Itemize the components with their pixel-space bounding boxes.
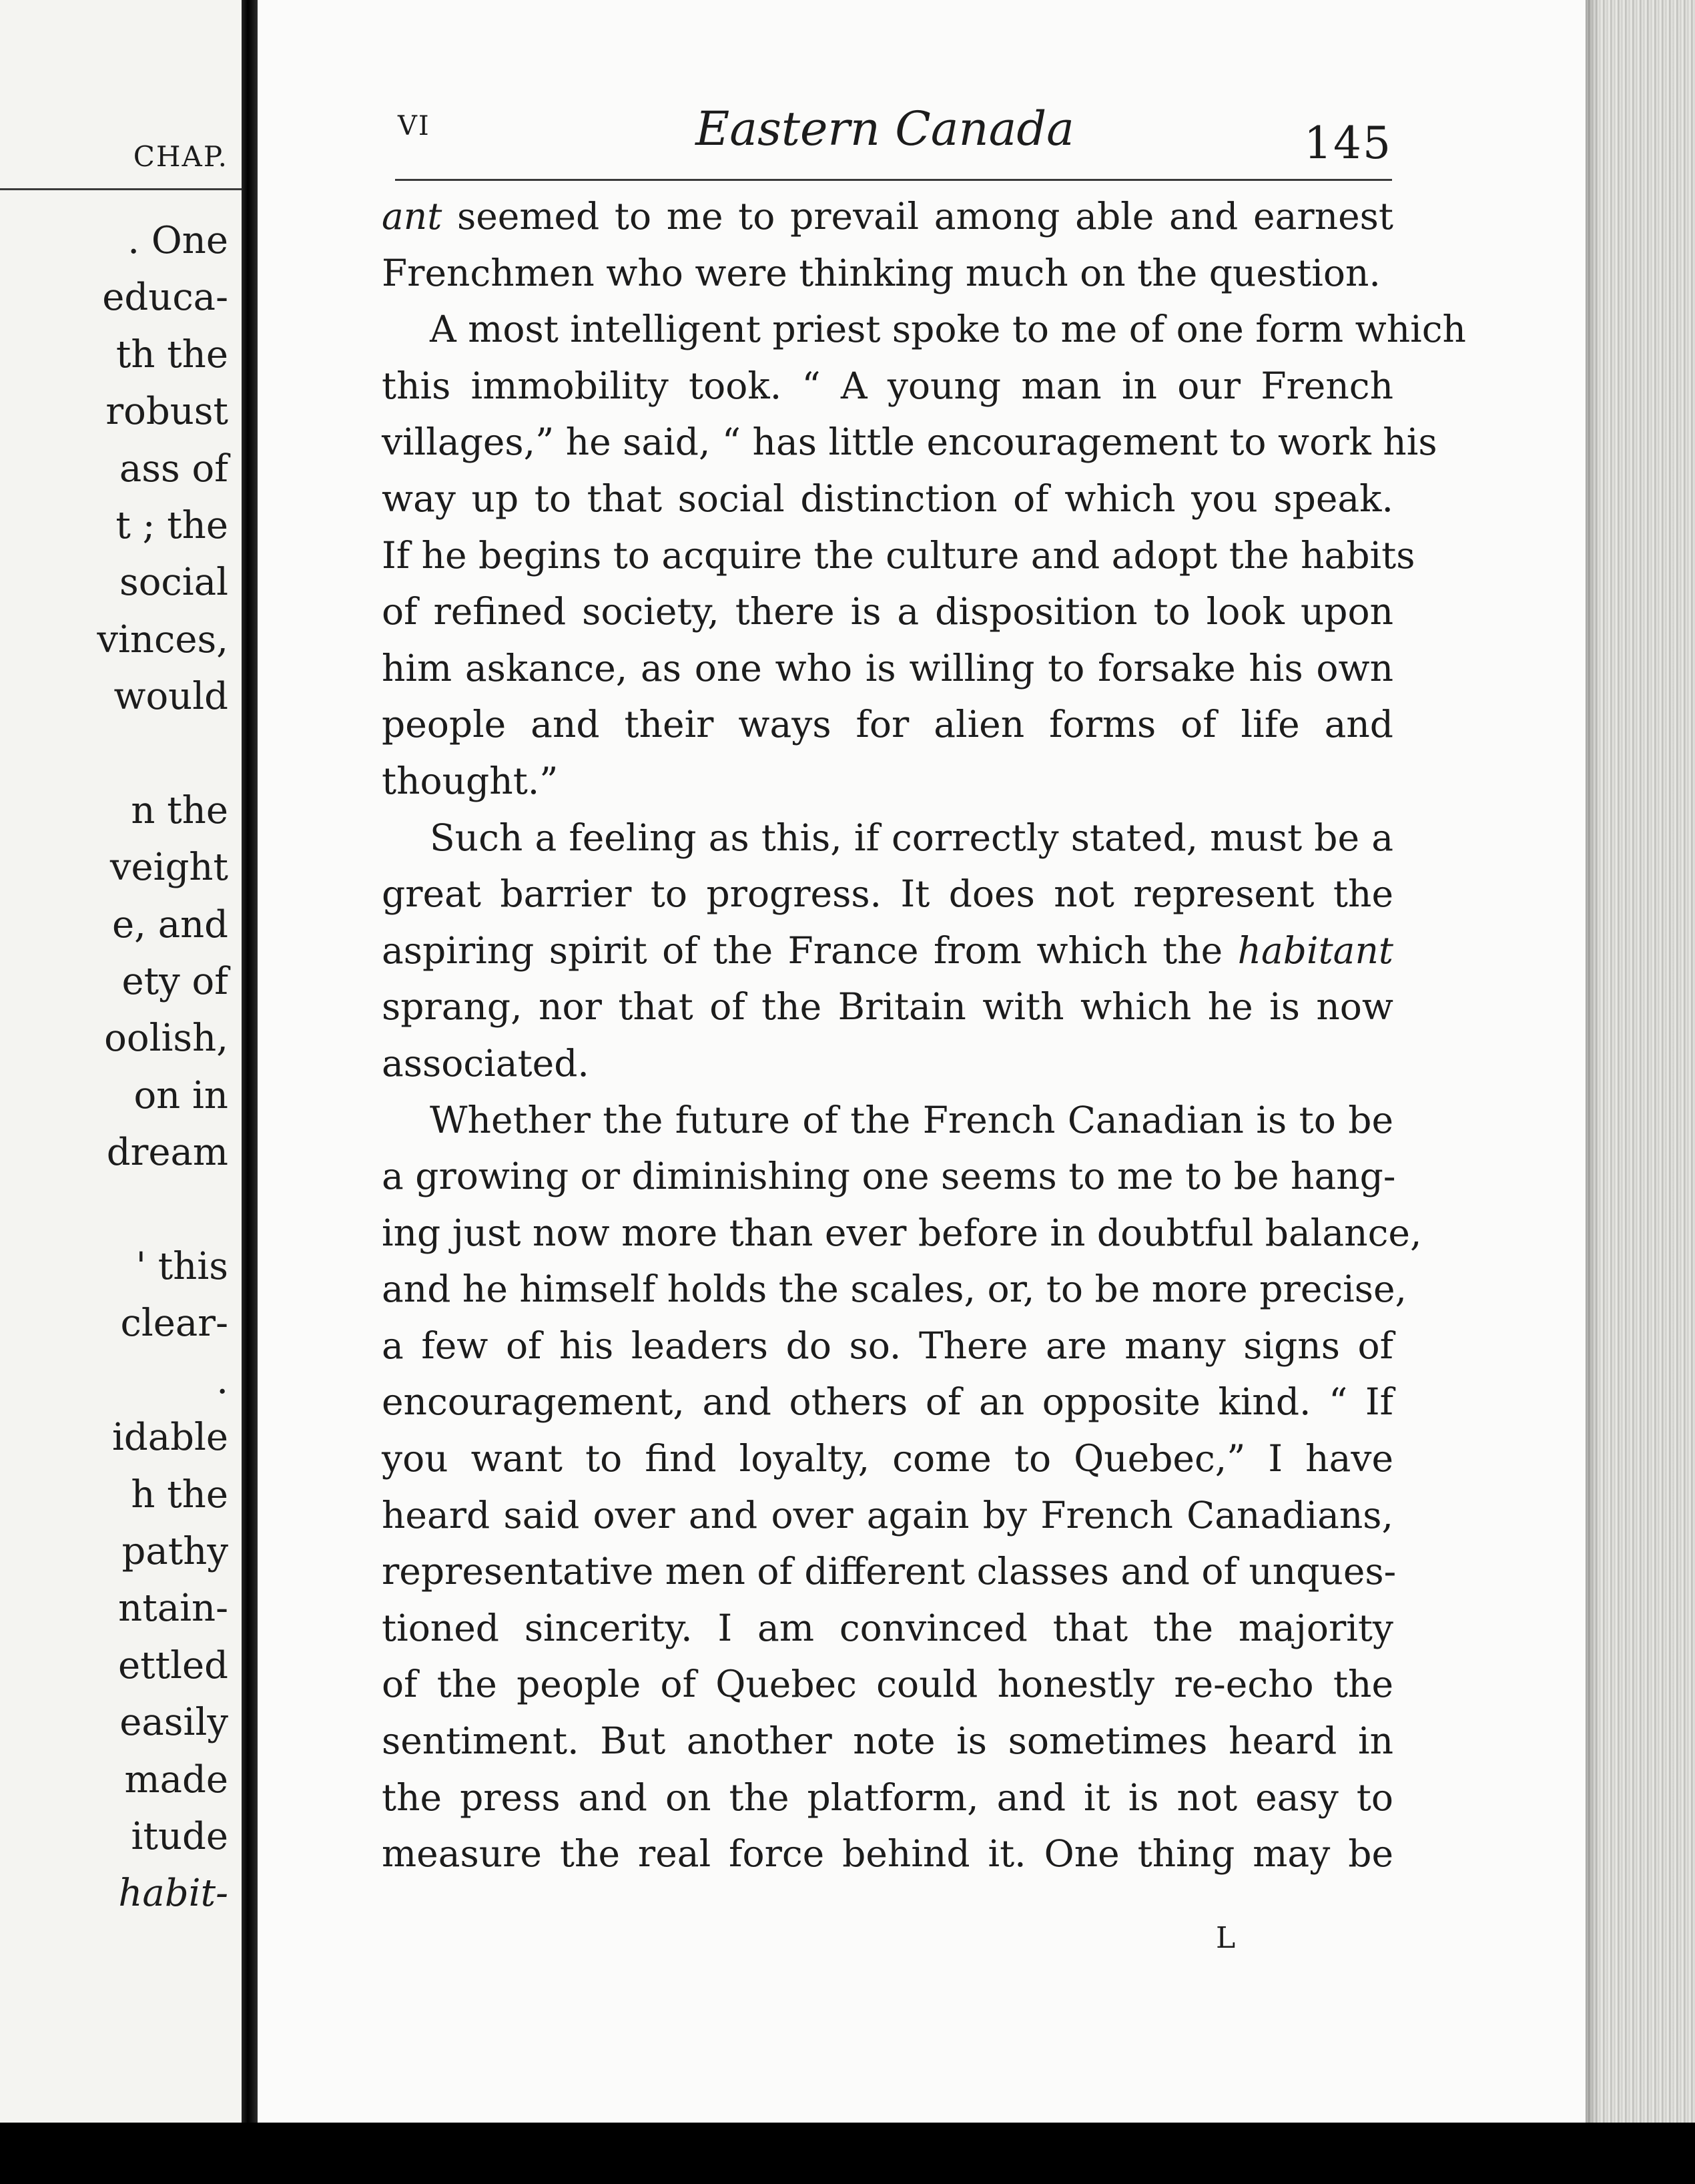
text-segment: way up to that social distinction of which you speak. [382, 477, 1393, 520]
text-segment: him askance, as one who is willing to forsake his own [382, 646, 1393, 690]
text-segment: you want to find loyalty, come to Quebec,” I have [382, 1437, 1393, 1480]
text-segment: heard said over and over again by French Canadians, [382, 1493, 1393, 1537]
scan-bottom-border [0, 2123, 1695, 2184]
facing-page-line: vinces, [97, 617, 228, 661]
text-line [382, 1035, 1393, 1092]
text-segment: tioned sincerity. I am convinced that the majority [382, 1606, 1393, 1649]
facing-page-line: th the [115, 332, 228, 376]
text-segment: A most intelligent priest spoke to me of one form which [430, 308, 1466, 351]
text-segment: ing just now more than ever before in doubtful balance, [382, 1211, 1422, 1254]
text-segment: of refined society, there is a disposition to look upon [382, 590, 1393, 633]
text-segment: associated. [382, 1041, 589, 1085]
text-line [382, 1656, 1393, 1713]
page-block-edge [1586, 0, 1695, 2184]
text-segment: this immobility took. “ A young man in our French [382, 364, 1393, 407]
text-line [382, 640, 1393, 697]
chapter-number: VI [398, 111, 430, 142]
text-segment: sentiment. But another note is sometimes heard in [382, 1719, 1393, 1763]
page-edge-shadow [1586, 0, 1599, 2184]
text-segment: If he begins to acquire the culture and adopt the habits [382, 533, 1415, 577]
text-segment: aspiring spirit of the France from which the [382, 928, 1238, 972]
facing-page-text [1, 212, 228, 1922]
text-segment: seemed to me to prevail among able and earnest [442, 195, 1393, 238]
text-segment: thought.” [382, 759, 559, 802]
text-line [382, 696, 1393, 753]
text-line [382, 922, 1393, 979]
body-text [382, 188, 1466, 1882]
facing-page-line: idable [111, 1416, 228, 1460]
facing-page-line: . [216, 1358, 228, 1402]
text-line [382, 1430, 1393, 1487]
facing-page-line: ' this [135, 1245, 228, 1289]
text-line [382, 866, 1393, 922]
italic-word: ant [382, 195, 442, 238]
facing-page-line: easily [119, 1701, 228, 1745]
facing-page-chapter-label: CHAP. [133, 140, 228, 173]
text-line [382, 358, 1393, 415]
text-segment: measure the real force behind it. One thing may be [382, 1832, 1393, 1876]
facing-page-line: e, and [111, 902, 228, 946]
facing-page-line: ettled [117, 1643, 228, 1687]
text-line [382, 527, 1415, 584]
text-segment: villages,” he said, “ has little encouragement to work his [382, 421, 1437, 464]
text-segment: representative men of different classes and of unques- [382, 1550, 1397, 1593]
text-line [382, 1543, 1397, 1600]
text-line [382, 1205, 1422, 1262]
facing-page-line: dream [106, 1131, 228, 1175]
text-line [382, 1092, 1393, 1149]
facing-page-line: veight [109, 846, 228, 890]
running-title: Eastern Canada [695, 101, 1074, 156]
text-segment: and he himself holds the scales, or, to be more precise, [382, 1268, 1407, 1311]
text-line [382, 1487, 1393, 1544]
text-line [382, 471, 1393, 527]
text-line [382, 1826, 1393, 1882]
text-line [382, 810, 1393, 866]
facing-page-line: social [119, 561, 228, 605]
facing-page-line: on in [133, 1073, 228, 1117]
text-segment: Whether the future of the French Canadian is to be [430, 1098, 1393, 1141]
book-page [258, 0, 1586, 2123]
text-segment: encouragement, and others of an opposite kind. “ If [382, 1380, 1393, 1424]
text-segment: of the people of Quebec could honestly re-echo the [382, 1663, 1393, 1706]
facing-page-header-rule [0, 188, 246, 190]
facing-page-fragment [0, 0, 246, 2123]
text-line [382, 1148, 1396, 1205]
facing-page-line: pathy [121, 1529, 228, 1573]
text-segment: Frenchmen who were thinking much on the question. [382, 251, 1381, 294]
facing-page-line: t ; the [115, 503, 228, 547]
text-line [382, 1600, 1393, 1657]
text-segment: the press and on the platform, and it is not easy to [382, 1776, 1393, 1819]
text-segment: a few of his leaders do so. There are many signs of [382, 1324, 1393, 1367]
text-line [382, 753, 1393, 810]
text-segment: sprang, nor that of the Britain with which he is now [382, 985, 1393, 1029]
italic-word: habitant [1237, 928, 1393, 972]
facing-page-line: made [124, 1757, 228, 1802]
text-line [382, 245, 1393, 302]
facing-page-line: educa- [102, 276, 228, 320]
facing-page-line [1, 1181, 228, 1238]
text-segment: great barrier to progress. It does not represent the [382, 872, 1393, 916]
text-line [382, 583, 1393, 640]
text-line [382, 414, 1437, 471]
facing-page-line: ntain- [118, 1587, 228, 1631]
facing-page-line: habit- [118, 1872, 228, 1916]
text-line [382, 301, 1466, 358]
facing-page-line: ass of [119, 447, 228, 491]
facing-page-line: ety of [121, 960, 228, 1004]
facing-page-line: itude [131, 1814, 228, 1858]
text-line [382, 979, 1393, 1035]
facing-page-line [1, 726, 228, 782]
facing-page-line: robust [105, 390, 228, 434]
text-line [382, 1769, 1393, 1826]
text-line [382, 1713, 1393, 1769]
facing-page-line: h the [131, 1472, 228, 1517]
text-line [382, 188, 1393, 245]
text-segment: people and their ways for alien forms of life and [382, 703, 1393, 746]
text-line [382, 1318, 1393, 1374]
facing-page-line: would [113, 675, 228, 719]
book-gutter [242, 0, 258, 2184]
text-line [382, 1374, 1393, 1430]
facing-page-line: oolish, [104, 1017, 228, 1061]
text-segment: Such a feeling as this, if correctly stated, must be a [430, 816, 1393, 859]
header-rule [395, 179, 1392, 181]
facing-page-line: clear- [120, 1302, 228, 1346]
text-segment: a growing or diminishing one seems to me to be hang- [382, 1155, 1396, 1198]
facing-page-line: . One [127, 219, 228, 262]
text-line [382, 1261, 1407, 1318]
facing-page-line: n the [131, 788, 228, 832]
page-number: 145 [1304, 117, 1392, 169]
signature-mark: L [1216, 1921, 1236, 1955]
